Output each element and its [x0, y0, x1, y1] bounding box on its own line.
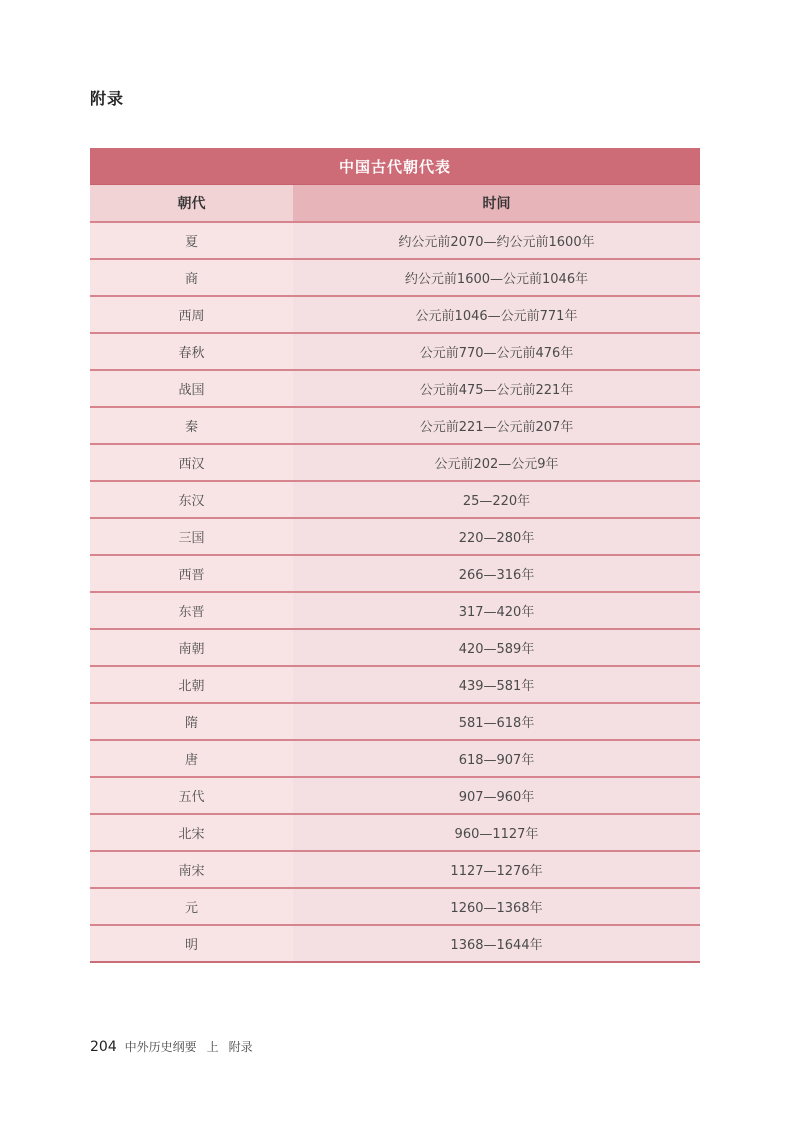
dynasty-cell: 西晋 — [90, 555, 293, 592]
dynasty-cell: 南宋 — [90, 851, 293, 888]
column-header-dynasty: 朝代 — [90, 185, 293, 223]
table-row — [90, 851, 700, 888]
dynasty-cell: 三国 — [90, 518, 293, 555]
table-title: 中国古代朝代表 — [90, 148, 700, 185]
dynasty-cell: 西汉 — [90, 444, 293, 481]
period-cell: 420—589年 — [293, 629, 700, 666]
table-row — [90, 777, 700, 814]
table-row — [90, 333, 700, 370]
dynasty-cell: 五代 — [90, 777, 293, 814]
period-cell: 266—316年 — [293, 555, 700, 592]
period-cell: 公元前1046—公元前771年 — [293, 296, 700, 333]
period-cell: 907—960年 — [293, 777, 700, 814]
dynasty-cell: 秦 — [90, 407, 293, 444]
footer-section: 附录 — [228, 1040, 253, 1054]
period-cell: 约公元前2070—约公元前1600年 — [293, 222, 700, 259]
dynasty-cell: 元 — [90, 888, 293, 925]
table-row — [90, 555, 700, 592]
period-cell: 1260—1368年 — [293, 888, 700, 925]
dynasty-cell: 春秋 — [90, 333, 293, 370]
table-row — [90, 518, 700, 555]
dynasty-cell: 商 — [90, 259, 293, 296]
table-row — [90, 629, 700, 666]
table-row — [90, 407, 700, 444]
dynasty-cell: 战国 — [90, 370, 293, 407]
period-cell: 约公元前1600—公元前1046年 — [293, 259, 700, 296]
dynasty-cell: 隋 — [90, 703, 293, 740]
period-cell: 960—1127年 — [293, 814, 700, 851]
page-number: 204 — [90, 1039, 117, 1055]
period-cell: 317—420年 — [293, 592, 700, 629]
period-cell: 公元前475—公元前221年 — [293, 370, 700, 407]
dynasty-cell: 明 — [90, 925, 293, 962]
dynasty-cell: 北朝 — [90, 666, 293, 703]
table-row — [90, 740, 700, 777]
book-title: 中外历史纲要 — [124, 1040, 197, 1054]
table-body — [90, 222, 700, 962]
table-header-row — [90, 185, 700, 223]
table-row — [90, 703, 700, 740]
dynasty-cell: 东晋 — [90, 592, 293, 629]
dynasty-cell: 夏 — [90, 222, 293, 259]
dynasty-table — [90, 148, 700, 963]
period-cell: 公元前770—公元前476年 — [293, 333, 700, 370]
column-header-period: 时间 — [293, 185, 700, 223]
period-cell: 1127—1276年 — [293, 851, 700, 888]
table-row — [90, 592, 700, 629]
dynasty-cell: 唐 — [90, 740, 293, 777]
table-row — [90, 481, 700, 518]
period-cell: 618—907年 — [293, 740, 700, 777]
volume-label: 上 — [206, 1040, 219, 1054]
table-row — [90, 222, 700, 259]
period-cell: 公元前202—公元9年 — [293, 444, 700, 481]
period-cell: 公元前221—公元前207年 — [293, 407, 700, 444]
section-heading: 附录 — [90, 89, 125, 108]
table-row — [90, 666, 700, 703]
table-row — [90, 444, 700, 481]
dynasty-cell: 北宋 — [90, 814, 293, 851]
page-footer — [90, 1038, 253, 1055]
dynasty-cell: 西周 — [90, 296, 293, 333]
dynasty-cell: 东汉 — [90, 481, 293, 518]
dynasty-cell: 南朝 — [90, 629, 293, 666]
table-row — [90, 888, 700, 925]
table-row — [90, 296, 700, 333]
table-title-row — [90, 148, 700, 185]
table-row — [90, 814, 700, 851]
period-cell: 1368—1644年 — [293, 925, 700, 962]
table-row — [90, 925, 700, 962]
period-cell: 439—581年 — [293, 666, 700, 703]
period-cell: 220—280年 — [293, 518, 700, 555]
period-cell: 25—220年 — [293, 481, 700, 518]
period-cell: 581—618年 — [293, 703, 700, 740]
table-row — [90, 259, 700, 296]
table-row — [90, 370, 700, 407]
